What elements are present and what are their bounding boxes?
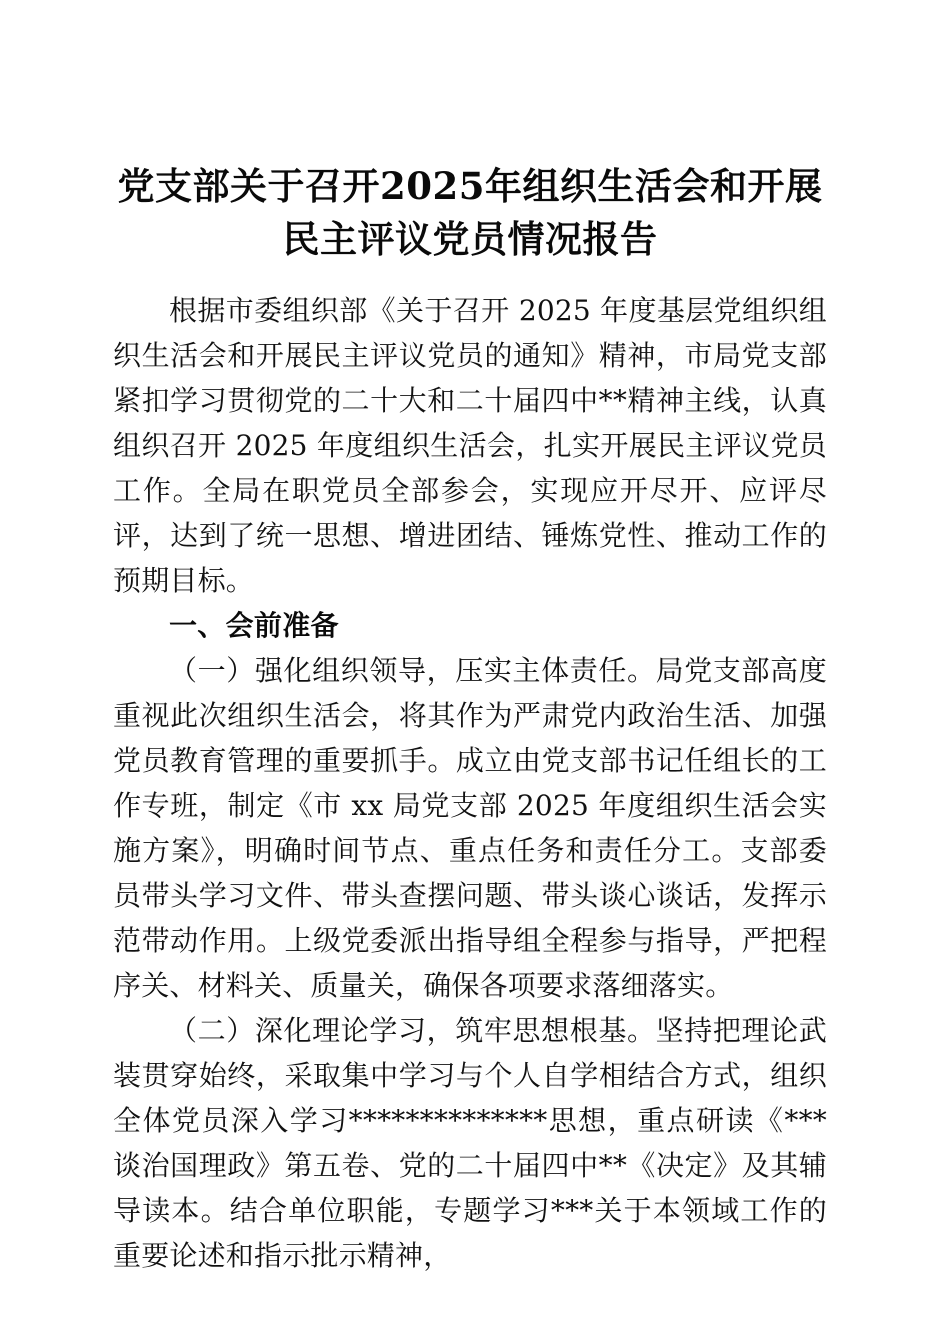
paragraph-section-1-item-1: （一）强化组织领导，压实主体责任。局党支部高度重视此次组织生活会，将其作为严肃党内政治生活、加强党员教育管理的重要抓手。成立由党支部书记任组长的工作专班，制定《市 xx 局党支部 2025 年度组织生活会实施方案》，明确时间节点、重点任务和责任分工。支部委员带头学习文件、带头查摆问题、带头谈心谈话，发挥示范带动作用。上级党委派出指导组全程参与指导，严把程序关、材料关、质量关，确保各项要求落细落实。 [113,654,827,1002]
paragraph-intro: 根据市委组织部《关于召开 2025 年度基层党组织组织生活会和开展民主评议党员的通知》精神，市局党支部紧扣学习贯彻党的二十大和二十届四中**精神主线，认真组织召开 2025 年度组织生活会，扎实开展民主评议党员工作。全局在职党员全部参会，实现应开尽开、应评尽评，达到了统一思想、增进团结、锤炼党性、推动工作的预期目标。 [113,294,827,597]
title-body-spacer [113,266,827,288]
section-heading-1: 一、会前准备 [169,609,339,642]
page-title: 党支部关于召开2025年组织生活会和开展民主评议党员情况报告 [117,164,823,261]
paragraph-section-1-item-2: （二）深化理论学习，筑牢思想根基。坚持把理论武装贯穿始终，采取集中学习与个人自学相结合方式，组织全体党员深入学习**************思想，重点研读《***谈治国理政》第五卷、党的二十届四中**《决定》及其辅导读本。结合单位职能，专题学习***关于本领域工作的重要论述和指示批示精神， [113,1014,827,1272]
page-content-area [113,0,827,1278]
